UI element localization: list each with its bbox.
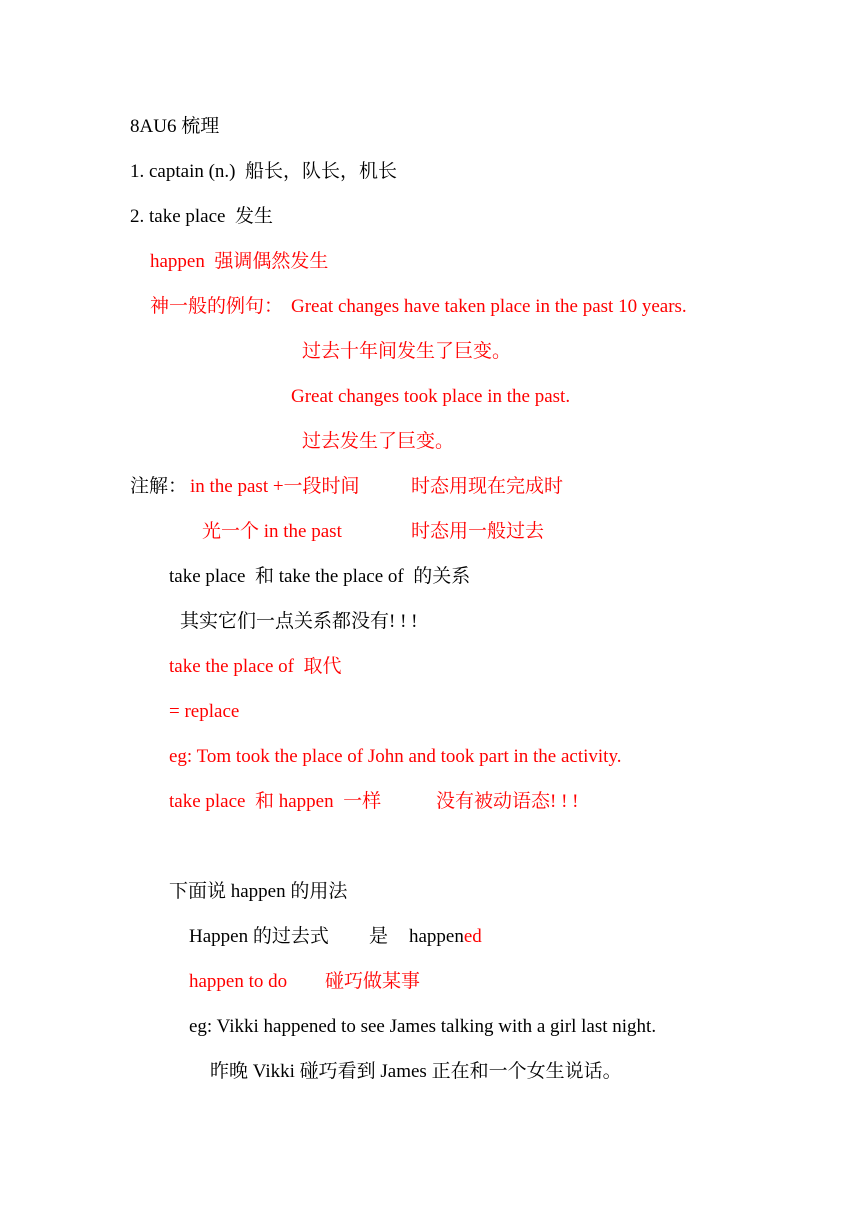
- note-label: 注解：: [130, 476, 188, 497]
- happen-to-do-meaning: 碰巧做某事: [325, 971, 421, 992]
- happen-emphasis: happen 强调偶然发生: [150, 251, 329, 272]
- happen-to-do: happen to do: [189, 971, 288, 992]
- note-1-condition: in the past +一段时间: [190, 476, 360, 497]
- take-the-place-of: take the place of 取代: [169, 656, 342, 677]
- example-1-chinese: 过去十年间发生了巨变。: [302, 341, 512, 362]
- note-2-condition: 光一个 in the past: [202, 521, 342, 542]
- note-1-tense: 时态用现在完成时: [411, 476, 564, 497]
- example-vikki: eg: Vikki happened to see James talking with a girl last night.: [189, 1016, 657, 1037]
- note-2-tense: 时态用一般过去: [411, 521, 545, 542]
- happen-usage-title: 下面说 happen 的用法: [169, 881, 348, 902]
- example-tom: eg: Tom took the place of John and took part in the activity.: [169, 746, 622, 767]
- item-take-place: 2. take place 发生: [130, 206, 273, 227]
- item-captain: 1. captain (n.) 船长，队长，机长: [130, 161, 398, 182]
- example-2-chinese: 过去发生了巨变。: [302, 431, 455, 452]
- happened-suffix: ed: [463, 926, 482, 947]
- example-label: 神一般的例句：: [150, 296, 284, 317]
- example-2-english: Great changes took place in the past.: [291, 386, 571, 407]
- relation-title: take place 和 take the place of 的关系: [169, 566, 471, 587]
- happened-stem: happen: [409, 926, 464, 947]
- happen-past-is: 是: [369, 926, 389, 947]
- example-vikki-chinese: 昨晚 Vikki 碰巧看到 James 正在和一个女生说话。: [210, 1061, 622, 1082]
- example-1-english: Great changes have taken place in the past 10 years.: [291, 296, 687, 317]
- no-passive-voice: 没有被动语态! ! !: [436, 791, 579, 812]
- replace-equivalent: = replace: [169, 701, 240, 722]
- happened-word: [409, 925, 482, 949]
- doc-title: 8AU6 梳理: [130, 116, 220, 137]
- take-place-like-happen: take place 和 happen 一样: [169, 791, 382, 812]
- relation-note: 其实它们一点关系都没有! ! !: [180, 611, 418, 632]
- happen-past-label: Happen 的过去式: [189, 926, 329, 947]
